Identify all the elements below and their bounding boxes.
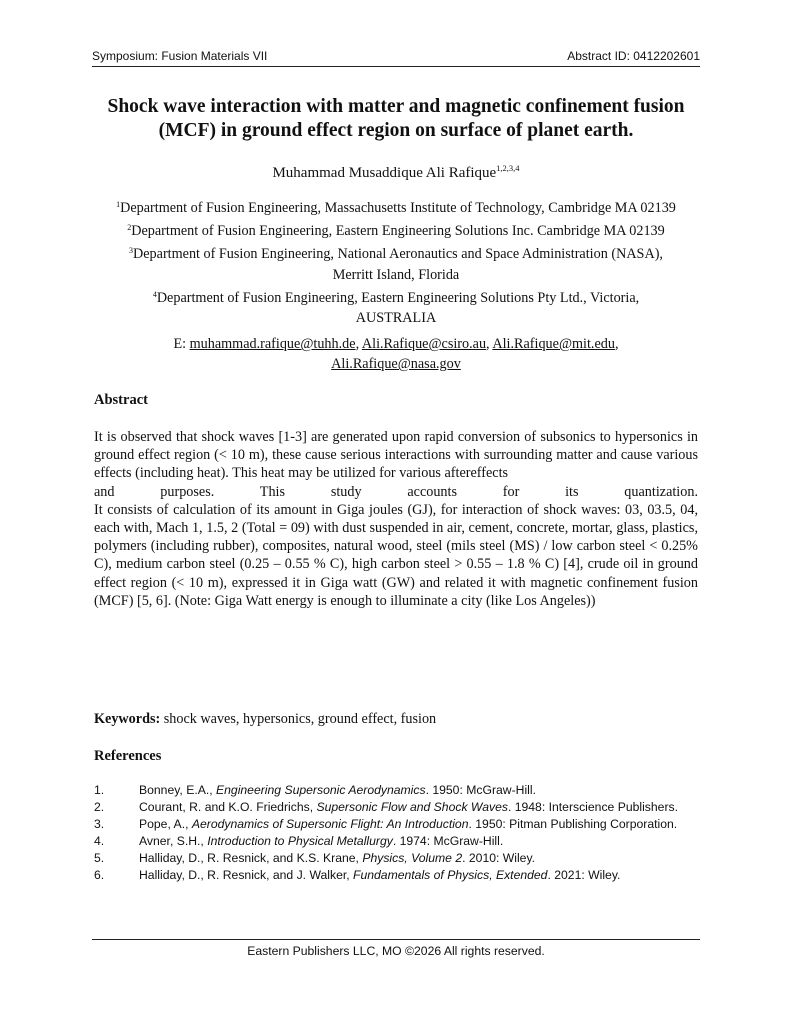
title-line-2: (MCF) in ground effect region on surface of planet earth.: [158, 120, 634, 141]
reference-item: [94, 816, 704, 833]
reference-title: Engineering Supersonic Aerodynamics: [216, 783, 426, 797]
reference-authors: Bonney, E.A.,: [139, 783, 217, 797]
affiliation-text: Department of Fusion Engineering, Massachusetts Institute of Technology, Cambridge MA 02139: [120, 200, 676, 216]
reference-item: [94, 850, 704, 867]
reference-item: [94, 782, 704, 799]
affiliation-2: [80, 218, 712, 241]
footer-divider: [92, 939, 700, 940]
keywords-value: shock waves, hypersonics, ground effect, fusion: [163, 711, 437, 727]
reference-publisher: . 2021: Wiley.: [547, 868, 621, 882]
abstract-heading: Abstract: [94, 392, 148, 408]
author-line: [92, 163, 700, 182]
author-name: Muhammad Musaddique Ali Rafique: [272, 165, 497, 181]
references-list: [94, 782, 704, 884]
abstract-paragraph-1-last: and purposes. This study accounts for its quantization.: [94, 483, 698, 500]
email-link-mit[interactable]: Ali.Rafique@mit.edu: [492, 336, 615, 352]
author-affiliation-marks: 1,2,3,4: [496, 163, 520, 173]
email-prefix: E:: [173, 336, 190, 352]
title-line-1: Shock wave interaction with matter and magnetic confinement fusion: [107, 96, 685, 117]
reference-item: [94, 799, 704, 816]
reference-publisher: . 2010: Wiley.: [462, 851, 536, 865]
affiliation-text: Department of Fusion Engineering, Eastern Engineering Solutions Pty Ltd., Victoria,: [156, 289, 640, 306]
keywords: [94, 711, 436, 728]
reference-title: Aerodynamics of Supersonic Flight: An Introduction: [191, 817, 469, 831]
reference-authors: Pope, A.,: [139, 817, 192, 831]
reference-number: 3.: [94, 817, 105, 831]
reference-publisher: . 1950: McGraw-Hill.: [425, 783, 536, 797]
reference-authors: Halliday, D., R. Resnick, and J. Walker,: [139, 868, 354, 882]
running-header: [92, 46, 700, 67]
symposium-label: Symposium: Fusion Materials VII: [92, 49, 268, 63]
reference-authors: Courant, R. and K.O. Friedrichs,: [139, 800, 317, 814]
reference-number: 2.: [94, 800, 105, 814]
reference-publisher: . 1948: Interscience Publishers.: [507, 800, 678, 814]
paper-title: [92, 95, 700, 143]
affiliation-mark: 2: [127, 223, 132, 233]
affiliation-text: Department of Fusion Engineering, National Aeronautics and Space Administration (NASA),: [133, 246, 663, 263]
reference-number: 1.: [94, 783, 105, 797]
keywords-label: Keywords:: [94, 711, 161, 727]
email-link-tuhh[interactable]: muhammad.rafique@tuhh.de: [189, 336, 356, 352]
affiliation-3: [80, 241, 712, 284]
abstract-id: Abstract ID: 0412202601: [567, 49, 700, 63]
reference-publisher: . 1974: McGraw-Hill.: [392, 834, 504, 848]
affiliation-mark: 1: [116, 200, 121, 209]
affiliation-text-cont: AUSTRALIA: [355, 310, 437, 327]
abstract-paragraph-1: It is observed that shock waves [1-3] are generated upon rapid conversion of subsonics to hypersonics in ground effect region (< 10 m), these cause serious interactions with surrounding matter and cause various effects (including heat). This heat may be utilized for various aftereffects: [94, 429, 698, 482]
reference-title: Fundamentals of Physics, Extended: [353, 868, 548, 882]
reference-number: 6.: [94, 868, 105, 882]
reference-publisher: . 1950: Pitman Publishing Corporation.: [468, 817, 678, 831]
reference-title: Physics, Volume 2: [362, 851, 463, 865]
affiliation-mark: 4: [152, 289, 157, 299]
affiliations: [80, 195, 712, 328]
reference-number: 4.: [94, 834, 105, 848]
affiliation-text: Department of Fusion Engineering, Eastern Engineering Solutions Inc. Cambridge MA 02139: [131, 223, 665, 240]
abstract-body: [94, 428, 698, 610]
contact-emails: E: muhammad.rafique@tuhh.de, Ali.Rafique@csiro.au, Ali.Rafique@mit.edu, Ali.Rafique@nasa.gov: [173, 336, 619, 372]
abstract-paragraph-2: It consists of calculation of its amount in Giga joules (GJ), for interaction of shock waves: 03, 03.5, 04, each with, Mach 1, 1.5, 2 (Total = 09) with dust suspended in air, cement, concrete, mortar, glass, plastics, polymers (including rubber), composites, natural wood, steel (mils steel (MS) / low carbon steel < 0.25% C), medium carbon steel (0.25 – 0.55 % C), high carbon steel > 0.55 – 1.8 % C) [4], crude oil in ground effect region (< 10 m), expressed it in Giga watt (GW) and related it with magnetic confinement fusion (MCF) [5, 6]. (Note: Giga Watt energy is enough to illuminate a city (like Los Angeles)): [94, 501, 698, 609]
footer-copyright: Eastern Publishers LLC, MO ©2026 All rights reserved.: [247, 944, 545, 958]
affiliation-text-cont: Merritt Island, Florida: [332, 266, 460, 283]
reference-title: Introduction to Physical Metallurgy: [207, 834, 393, 848]
affiliation-1: [80, 195, 712, 218]
email-link-csiro[interactable]: Ali.Rafique@csiro.au: [361, 336, 487, 352]
reference-authors: Halliday, D., R. Resnick, and K.S. Krane,: [139, 851, 363, 865]
affiliation-4: [80, 285, 712, 328]
reference-item: [94, 833, 704, 850]
references-heading: References: [94, 748, 162, 764]
reference-number: 5.: [94, 851, 105, 865]
reference-item: [94, 867, 704, 884]
email-link-nasa[interactable]: Ali.Rafique@nasa.gov: [331, 356, 461, 372]
reference-title: Supersonic Flow and Shock Waves: [316, 800, 508, 814]
affiliation-mark: 3: [129, 246, 134, 256]
reference-authors: Avner, S.H.,: [139, 834, 208, 848]
